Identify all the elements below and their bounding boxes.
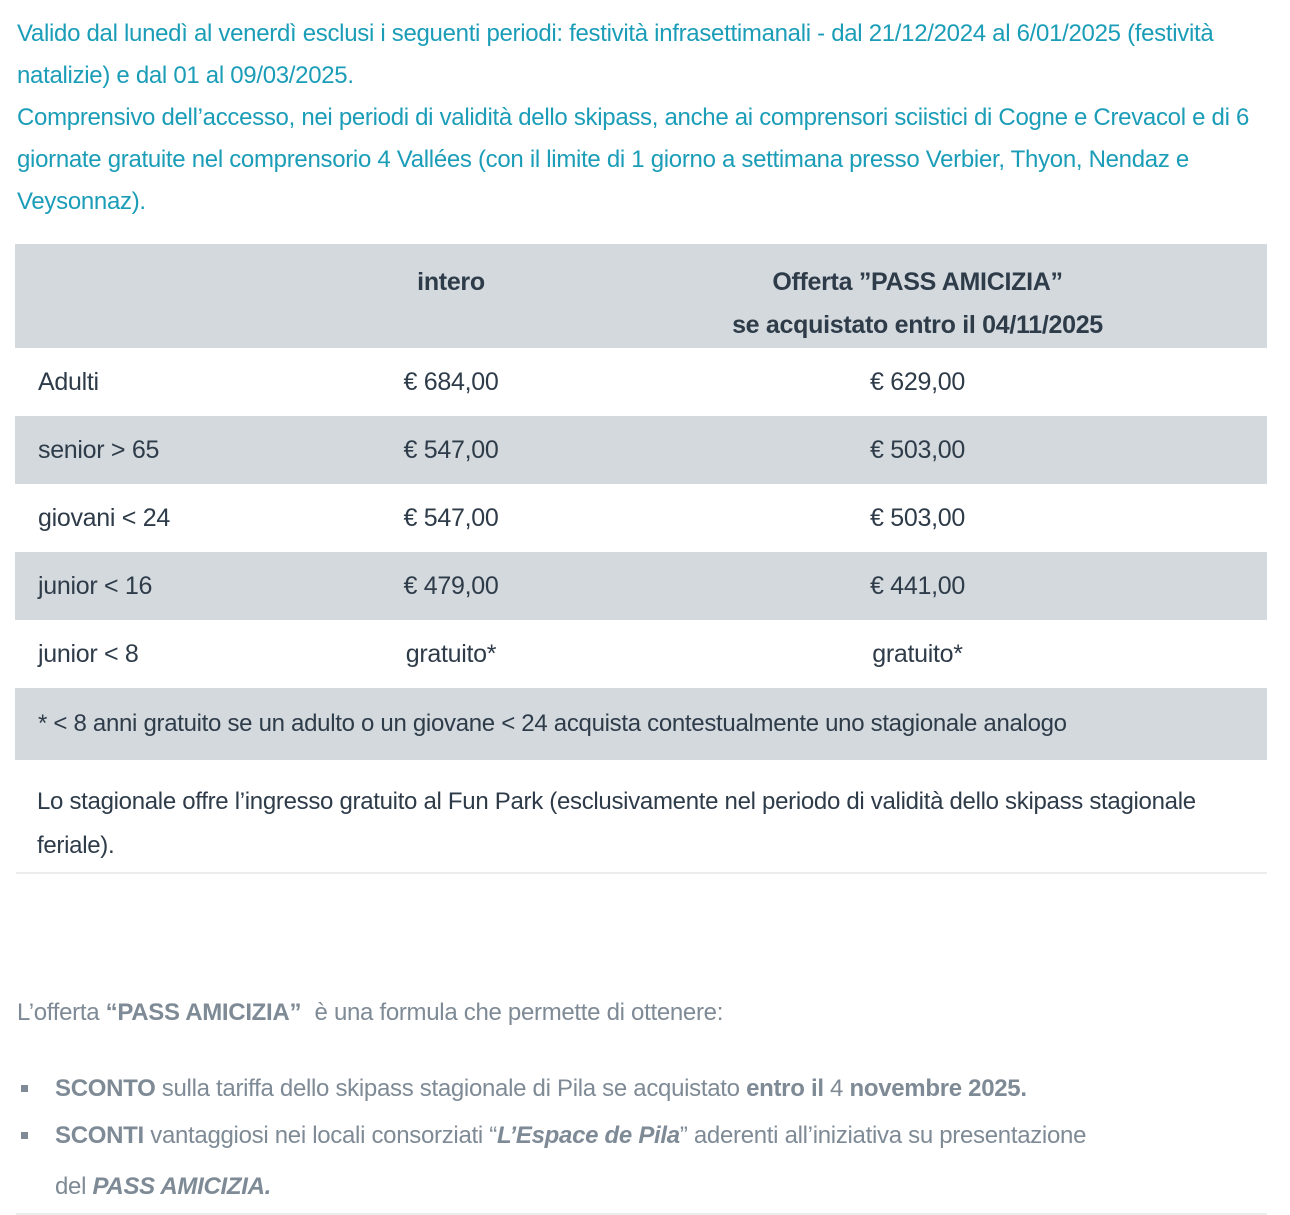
header-offerta	[627, 244, 1267, 348]
offer-section	[15, 992, 1267, 1207]
offer-list	[15, 1068, 1267, 1207]
header-offerta-line1: Offerta ”PASS AMICIZIA”	[772, 268, 1063, 296]
header-empty-cell	[15, 244, 275, 348]
offer-heading-suffix: è una formula che permette di ottenere:	[308, 999, 724, 1026]
price-offerta: € 629,00	[870, 367, 965, 396]
row-label: junior < 16	[15, 552, 275, 620]
price-offerta: € 503,00	[627, 416, 1267, 484]
price-intero: € 547,00	[403, 503, 499, 532]
offer-bullet-sconto: SCONTO sulla tariffa dello skipass stagionale di Pila se acquistato entro il 4 novembre 2025.	[15, 1068, 1267, 1109]
offer-heading-pass-amicizia: “PASS AMICIZIA”	[105, 999, 302, 1026]
table-row-junior8	[15, 620, 1267, 688]
header-offerta-line2: se acquistato entro il 04/11/2025	[732, 311, 1103, 339]
table-row-adulti	[15, 348, 1267, 416]
row-label: senior > 65	[15, 416, 275, 484]
table-row-junior16	[15, 552, 1267, 620]
table-row-giovani	[15, 484, 1267, 552]
price-offerta: € 441,00	[627, 552, 1267, 620]
intro-paragraph-validity: Valido dal lunedì al venerdì esclusi i seguenti periodi: festività infrasettimanali - dal 21/12/2024 al 6/01/2025 (festività natalizie) e dal 01 al 09/03/2025.	[17, 20, 1214, 89]
table-footnote-row	[15, 688, 1267, 760]
sconti-label: SCONTI	[55, 1122, 144, 1149]
offer-heading-prefix: L’offerta	[17, 999, 106, 1026]
row-label: Adulti	[38, 367, 99, 396]
row-label: giovani < 24	[38, 503, 170, 532]
price-offerta: gratuito*	[872, 639, 963, 668]
price-intero: gratuito*	[405, 639, 497, 668]
price-table	[15, 244, 1267, 760]
offer-bullet-sconti-continuation: del PASS AMICIZIA.	[55, 1173, 271, 1200]
header-intero: intero	[275, 244, 627, 348]
table-row-senior	[15, 416, 1267, 484]
price-intero: € 684,00	[403, 367, 499, 396]
intro-paragraph-access: Comprensivo dell’accesso, nei periodi di validità dello skipass, anche ai comprensori sciistici di Cogne e Crevacol e di 6 giornate gratuite nel comprensorio 4 Vallées (con il limite di 1 giorno a settimana presso Verbier, Thyon, Nendaz e Veysonnaz).	[17, 104, 1250, 215]
intro-text	[15, 13, 1267, 223]
section-divider	[16, 872, 1267, 874]
funpark-note: Lo stagionale offre l’ingresso gratuito al Fun Park (esclusivamente nel periodo di validità dello skipass stagionale feriale).	[37, 788, 1196, 859]
pass-amicizia-label: PASS AMICIZIA.	[92, 1173, 271, 1200]
table-header-row	[15, 244, 1267, 348]
offer-bullet-sconti: SCONTI vantaggiosi nei locali consorziati “L’Espace de Pila” aderenti all’iniziativa su presentazione del PASS AMICIZIA.	[15, 1115, 1267, 1207]
offer-heading	[15, 992, 1267, 1034]
price-offerta: € 503,00	[870, 503, 965, 532]
price-intero: € 547,00	[275, 416, 627, 484]
espace-de-pila-label: L’Espace de Pila	[496, 1122, 680, 1149]
row-label: junior < 8	[38, 639, 139, 668]
price-intero: € 479,00	[275, 552, 627, 620]
table-footnote: * < 8 anni gratuito se un adulto o un giovane < 24 acquista contestualmente uno stagionale analogo	[15, 688, 1267, 760]
sconto-label: SCONTO	[55, 1075, 156, 1102]
